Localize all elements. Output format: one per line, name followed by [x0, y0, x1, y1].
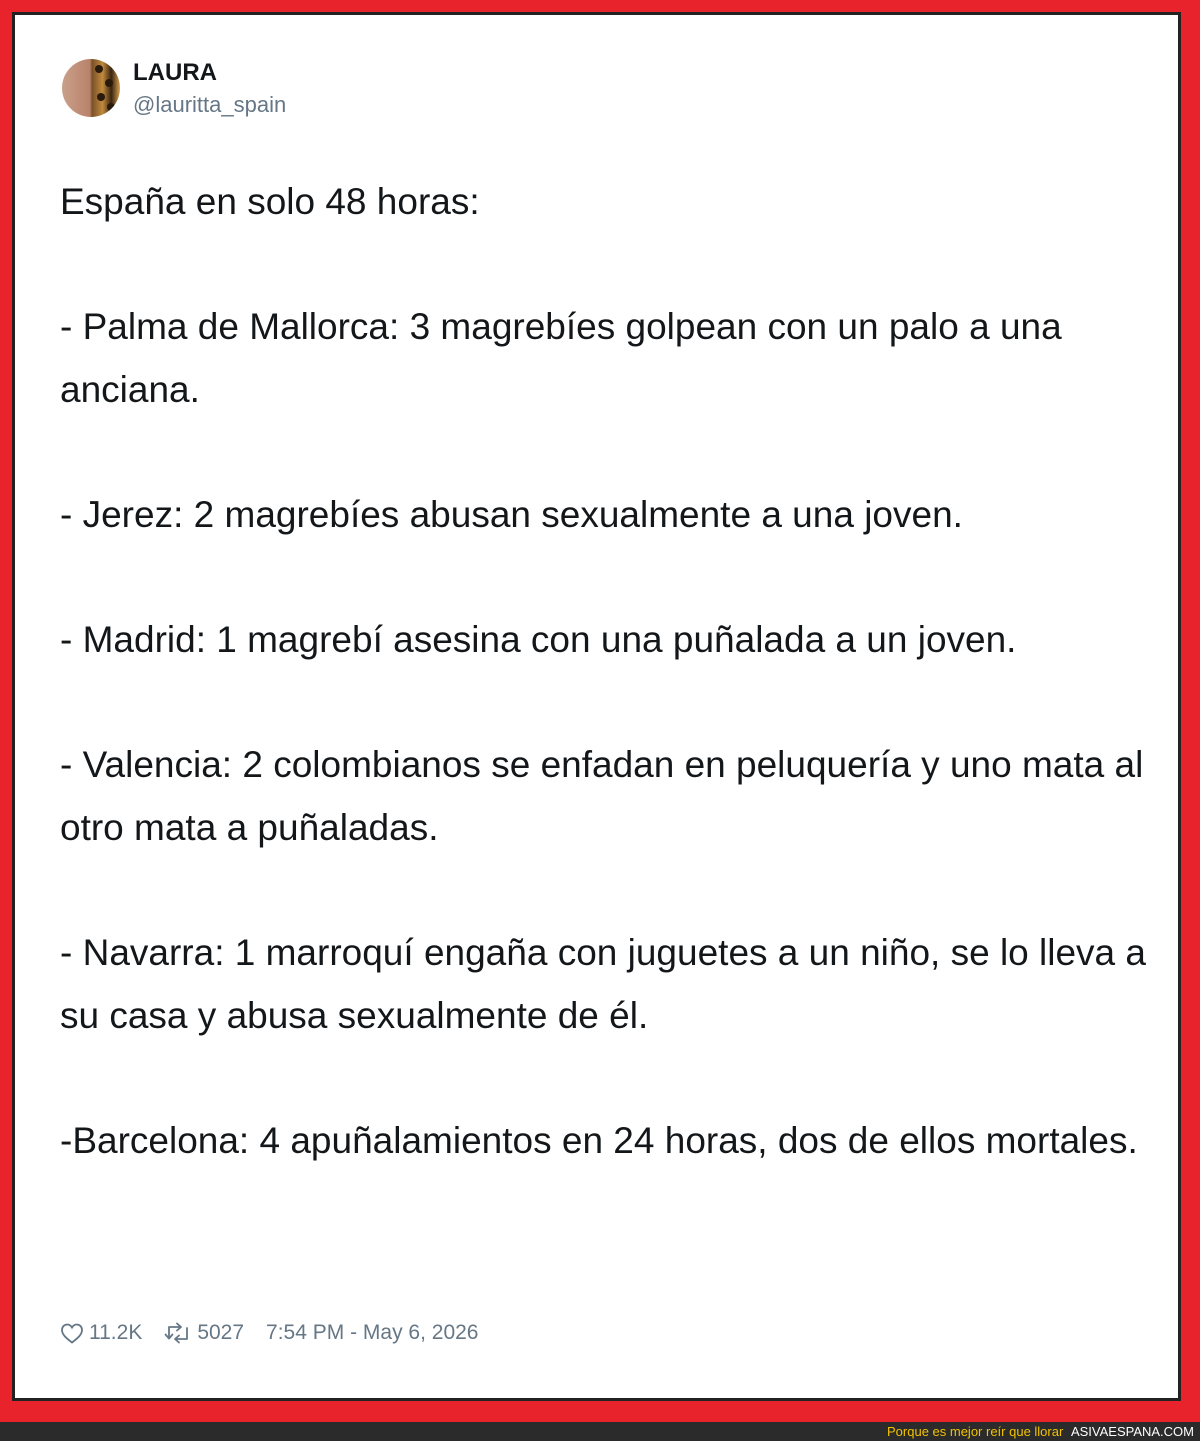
tweet-paragraph: - Palma de Mallorca: 3 magrebíes golpean con un palo a una anciana.: [60, 306, 1062, 410]
avatar[interactable]: [62, 59, 120, 117]
retweet-icon: [164, 1322, 192, 1344]
tweet-paragraph: - Madrid: 1 magrebí asesina con una puñalada a un joven.: [60, 619, 1017, 660]
user-handle[interactable]: @lauritta_spain: [133, 92, 287, 117]
tweet-timestamp[interactable]: 7:54 PM - May 6, 2026: [266, 1321, 479, 1344]
tweet-text: [60, 170, 1150, 1172]
tweet-paragraph: - Jerez: 2 magrebíes abusan sexualmente a una joven.: [60, 494, 963, 535]
watermark-bar: [0, 1422, 1200, 1441]
watermark-site[interactable]: ASIVAESPANA.COM: [1070, 1424, 1194, 1439]
tweet-paragraph: - Navarra: 1 marroquí engaña con juguetes a un niño, se lo lleva a su casa y abusa sexualmente de él.: [60, 932, 1146, 1036]
like-button[interactable]: [60, 1321, 142, 1345]
like-count: 11.2K: [89, 1321, 143, 1344]
display-name[interactable]: LAURA: [133, 59, 217, 86]
heart-icon: [60, 1322, 84, 1344]
tweet-paragraph: - Valencia: 2 colombianos se enfadan en peluquería y uno mata al otro mata a puñaladas.: [60, 744, 1144, 848]
tweet-card: [12, 12, 1181, 1401]
retweet-count: 5027: [197, 1321, 245, 1344]
tweet-footer: [60, 1321, 479, 1345]
tweet-paragraph: España en solo 48 horas:: [60, 181, 480, 222]
retweet-button[interactable]: [164, 1321, 244, 1345]
watermark-slogan: Porque es mejor reír que llorar: [887, 1424, 1064, 1439]
tweet-paragraph: -Barcelona: 4 apuñalamientos en 24 horas, dos de ellos mortales.: [60, 1120, 1138, 1161]
